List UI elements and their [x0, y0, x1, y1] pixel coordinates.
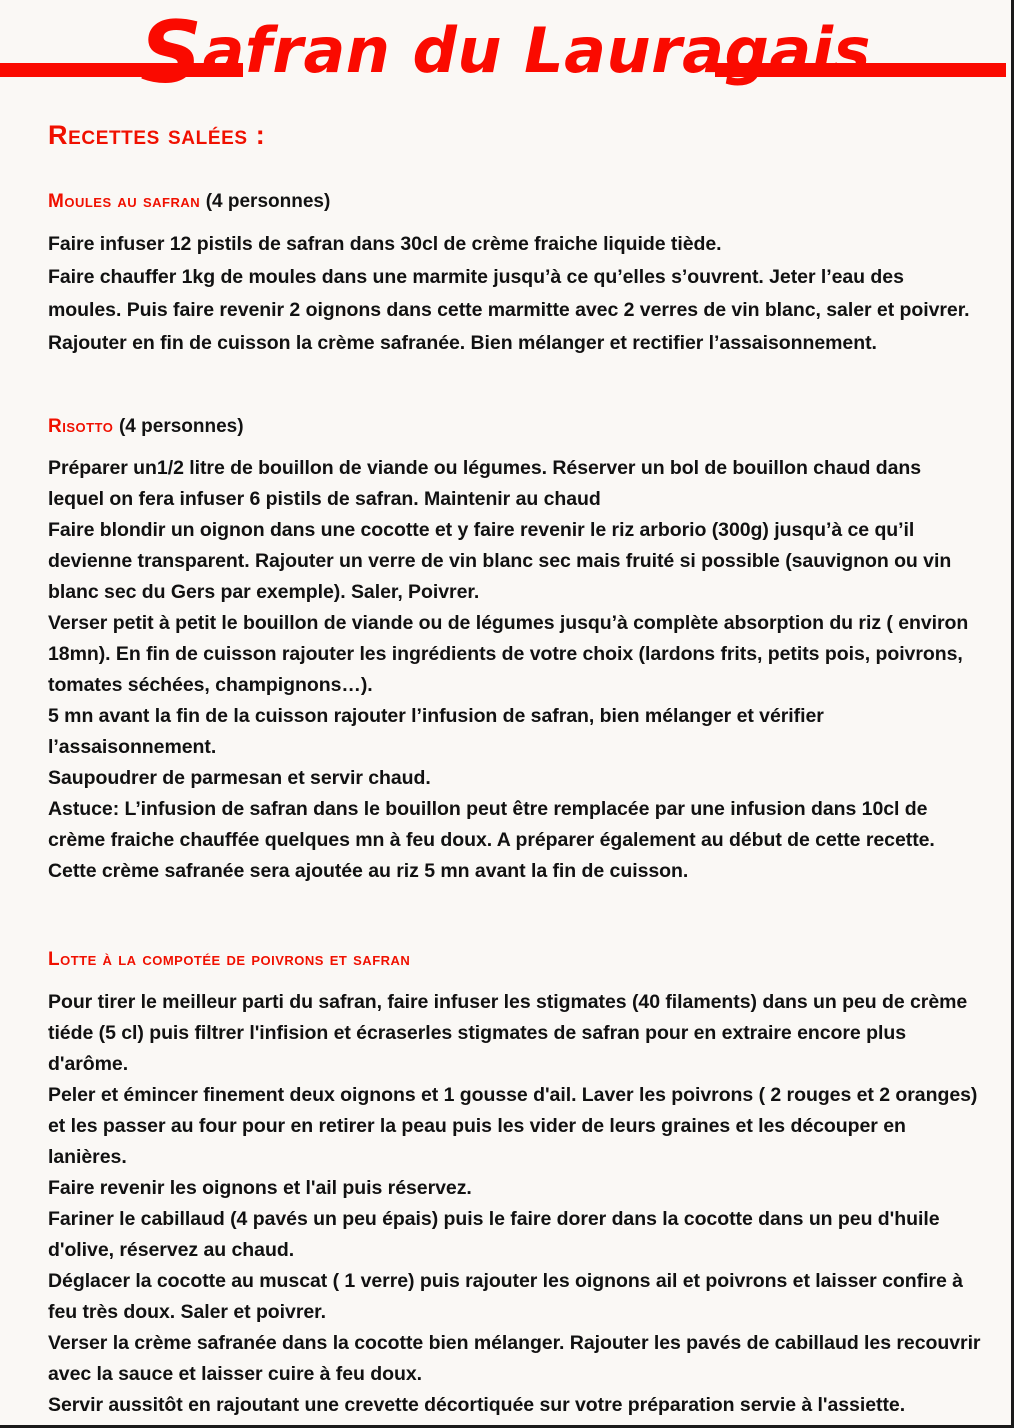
recipe-paragraph: Déglacer la cocotte au muscat ( 1 verre) puis rajouter les oignons ail et poivrons et laisser confire à feu très doux. Saler et poivrer.	[48, 1270, 963, 1324]
recipe-title	[48, 949, 981, 972]
recipe-paragraph: Préparer un1/2 litre de bouillon de viande ou légumes. Réserver un bol de bouillon chaud dans lequel on fera infuser 6 pistils de safran. Maintenir au chaud	[48, 456, 922, 510]
recipe-body	[48, 228, 981, 360]
page-content	[48, 122, 981, 1428]
recipe-body	[48, 987, 981, 1421]
recipe-paragraph: Saupoudrer de parmesan et servir chaud.	[48, 766, 431, 789]
recipe-paragraph: Fariner le cabillaud (4 pavés un peu épais) puis le faire dorer dans la cocotte dans un peu d'huile d'olive, réservez au chaud.	[48, 1208, 940, 1262]
recipe-paragraph: Faire revenir les oignons et l'ail puis réservez.	[48, 1177, 472, 1200]
recipe-paragraph: 5 mn avant la fin de la cuisson rajouter l’infusion de safran, bien mélanger et vérifier l’assaisonnement.	[48, 704, 824, 758]
recipe-servings: (4 personnes)	[205, 191, 331, 212]
recipe-servings: (4 personnes)	[118, 415, 244, 437]
recipe-title	[48, 416, 981, 439]
recipe-name: Risotto	[48, 415, 114, 437]
recipe-title	[48, 191, 981, 214]
recipe-paragraph: Astuce: L’infusion de safran dans le bouillon peut être remplacée par une infusion dans 10cl de crème fraiche chauffée quelques mn à feu doux. A préparer également au début de cette recette. Cette crème safranée sera ajoutée au riz 5 mn avant la fin de cuisson.	[48, 797, 935, 882]
recipe-body	[48, 453, 981, 887]
recipe-paragraph: Verser la crème safranée dans la cocotte bien mélanger. Rajouter les pavés de cabillaud les recouvrir avec la sauce et laisser cuire à feu doux.	[48, 1332, 981, 1386]
recipe-paragraph: Peler et émincer finement deux oignons et 1 gousse d'ail. Laver les poivrons ( 2 rouges et 2 oranges) et les passer au four pour en retirer la peau puis les vider de leurs graines et les découper en lanières.	[48, 1084, 978, 1169]
recipe-paragraph: Faire chauffer 1kg de moules dans une marmite jusqu’à ce qu’elles s’ouvrent. Jeter l’eau des moules. Puis faire revenir 2 oignons dans cette marmitte avec 2 verres de vin blanc, saler et poivrer. Rajouter en fin de cuisson la crème safranée. Bien mélanger et rectifier l’assaisonnement.	[48, 265, 970, 354]
brand-title	[0, 3, 1011, 103]
recipe-paragraph: Verser petit à petit le bouillon de viande ou de légumes jusqu’à complète absorption du riz ( environ 18mn). En fin de cuisson rajouter les ingrédients de votre choix (lardons frits, petits pois, poivrons, tomates séchées, champignons…).	[48, 611, 969, 696]
recipe-paragraph: Faire blondir un oignon dans une cocotte et y faire revenir le riz arborio (300g) jusqu’à ce qu’il devienne transparent. Rajouter un verre de vin blanc sec mais fruité si possible (sauvignon ou vin blanc sec du Gers par exemple). Saler, Poivrer.	[48, 518, 952, 603]
recipe-paragraph: Servir aussitôt en rajoutant une crevette décortiquée sur votre préparation servie à l'assiette.	[48, 1394, 906, 1417]
brand-title-initial: S	[140, 3, 203, 103]
masthead	[0, 0, 1011, 118]
recipe-paragraph: Pour tirer le meilleur parti du safran, faire infuser les stigmates (40 filaments) dans un peu de crème tiéde (5 cl) puis filtrer l'infision et écraserles stigmates de safran pour en extraire encore plus d'arôme.	[48, 991, 968, 1076]
recipe-lotte-compotee-poivrons-safran	[48, 949, 981, 1422]
recipe-paragraph: Faire infuser 12 pistils de safran dans 30cl de crème fraiche liquide tiède.	[48, 232, 722, 255]
recipe-risotto	[48, 416, 981, 887]
recipe-moules-au-safran	[48, 191, 981, 360]
recipe-name: Moules au safran	[48, 191, 201, 212]
brand-title-rest: afran du Lauragais	[202, 14, 871, 87]
page-title: Recettes salées :	[48, 120, 266, 150]
recipe-name: Lotte à la compotée de poivrons et safran	[48, 948, 411, 970]
